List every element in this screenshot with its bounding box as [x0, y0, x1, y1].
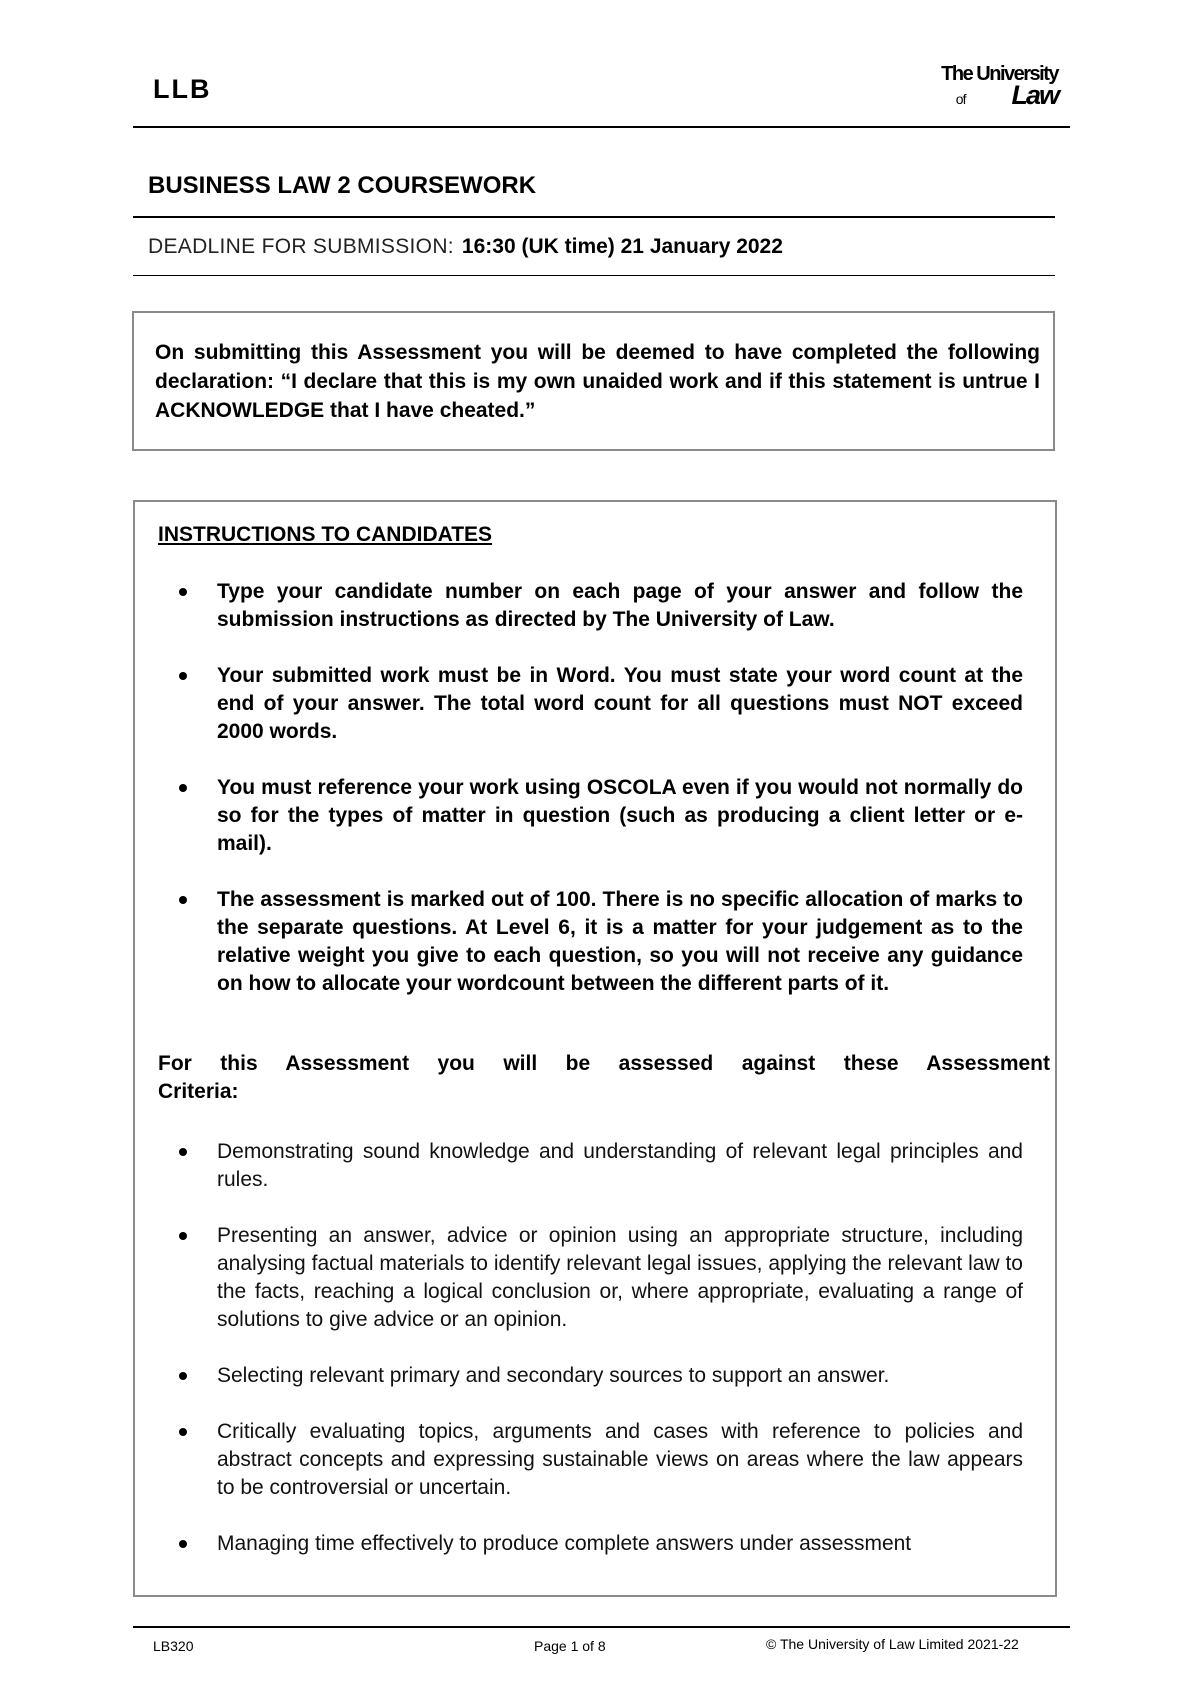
list-item [158, 1362, 1023, 1390]
instruction-text: Type your candidate number on each page of your answer and follow the submission instructions as directed by The University of Law. [217, 580, 1023, 631]
bullet-icon [179, 1372, 187, 1380]
criteria-list [158, 1138, 1023, 1558]
bullet-icon [179, 1148, 187, 1156]
instructions-heading: INSTRUCTIONS TO CANDIDATES [158, 523, 493, 546]
university-logo [852, 64, 1058, 108]
criterion-text: Managing time effectively to produce complete answers under assessment [217, 1532, 912, 1555]
list-item [158, 1138, 1023, 1194]
criterion-text: Selecting relevant primary and secondary sources to support an answer. [217, 1364, 890, 1387]
logo-line-3: Law [1011, 80, 1058, 110]
list-item [158, 774, 1023, 858]
title-rule [133, 216, 1055, 218]
list-item [158, 1222, 1023, 1334]
bullet-icon [179, 784, 187, 792]
deadline-rule [133, 275, 1055, 276]
footer-copyright: © The University of Law Limited 2021-22 [766, 1636, 1019, 1652]
list-item [158, 578, 1023, 634]
criteria-intro-line-2: Criteria: [158, 1080, 239, 1103]
instruction-text: Your submitted work must be in Word. You must state your word count at the end of your answer. The total word count for all questions must NOT exceed 2000 words. [217, 664, 1023, 743]
footer-course-code: LB320 [153, 1638, 194, 1654]
bullet-icon [179, 896, 187, 904]
footer-page-number: Page 1 of 8 [534, 1638, 606, 1654]
declaration-text: On submitting this Assessment you will be deemed to have completed the following declaration: “I declare that this is my own unaided work and if this statement is untrue I ACKNOWLEDGE that I have cheated.” [155, 341, 1040, 422]
bullet-icon [179, 1232, 187, 1240]
header-rule [133, 126, 1070, 128]
bullet-icon [179, 672, 187, 680]
list-item [158, 1418, 1023, 1502]
deadline-label: DEADLINE FOR SUBMISSION: [148, 235, 454, 258]
document-header-title: LLB [153, 74, 212, 104]
logo-line-1: The University [941, 63, 1058, 85]
footer-rule [133, 1626, 1070, 1628]
bullet-icon [179, 1540, 187, 1548]
list-item [158, 662, 1023, 746]
list-item [158, 886, 1023, 998]
criteria-intro [158, 1050, 1050, 1106]
page-title: BUSINESS LAW 2 COURSEWORK [148, 172, 537, 199]
deadline-value: 16:30 (UK time) 21 January 2022 [461, 235, 783, 258]
instructions-list [158, 578, 1023, 998]
instruction-text: The assessment is marked out of 100. There is no specific allocation of marks to the separate questions. At Level 6, it is a matter for your judgement as to the relative weight you give to each question, so you will not receive any guidance on how to allocate your wordcount between the different parts of it. [217, 888, 1023, 995]
criterion-text: Presenting an answer, advice or opinion using an appropriate structure, including analysing factual materials to identify relevant legal issues, applying the relevant law to the facts, reaching a logical conclusion or, where appropriate, evaluating a range of solutions to give advice or an opinion. [217, 1224, 1023, 1331]
criteria-intro-line-1: For this Assessment you will be assessed against these Assessment [158, 1052, 1050, 1075]
criterion-text: Critically evaluating topics, arguments and cases with reference to policies and abstract concepts and expressing sustainable views on areas where the law appears to be controversial or uncertain. [217, 1420, 1023, 1499]
deadline [148, 235, 783, 259]
logo-line-2: of [955, 91, 966, 107]
criterion-text: Demonstrating sound knowledge and understanding of relevant legal principles and rules. [217, 1140, 1023, 1191]
bullet-icon [179, 588, 187, 596]
instruction-text: You must reference your work using OSCOLA even if you would not normally do so for the types of matter in question (such as producing a client letter or e-mail). [217, 776, 1023, 855]
list-item [158, 1530, 1023, 1558]
bullet-icon [179, 1428, 187, 1436]
